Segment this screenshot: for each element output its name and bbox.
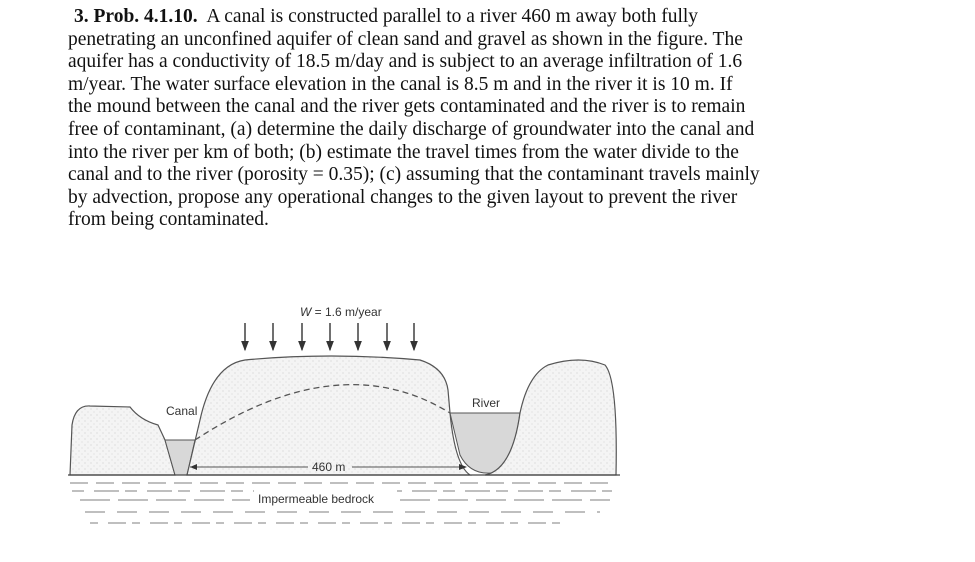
bedrock-label: Impermeable bedrock [258, 492, 375, 506]
problem-line: from being contaminated. [68, 209, 269, 231]
infiltration-label: W = 1.6 m/year [300, 305, 382, 319]
aquifer-mound [187, 356, 470, 475]
problem-line: free of contaminant, (a) determine the daily discharge of groundwater into the canal and [68, 118, 755, 140]
problem-ref: Prob. 4.1.10. [93, 6, 198, 27]
problem-line: penetrating an unconfined aquifer of clean sand and gravel as shown in the figure. The [68, 28, 743, 50]
distance-label: 460 m [312, 460, 346, 474]
problem-line: by advection, propose any operational changes to the given layout to prevent the river [68, 186, 738, 208]
problem-line: aquifer has a conductivity of 18.5 m/day and is subject to an average infiltration of 1.6 [68, 51, 743, 73]
problem-number: 3. [74, 6, 89, 27]
river-label: River [472, 396, 501, 410]
problem-line: into the river per km of both; (b) estimate the travel times from the water divide to the [68, 141, 739, 163]
problem-text: A canal is constructed parallel to a river 460 m away both fully [206, 6, 699, 27]
problem-line: m/year. The water surface elevation in the canal is 8.5 m and in the river it is 10 m. If [68, 73, 733, 95]
problem-line: the mound between the canal and the river gets contaminated and the river is to remain [68, 96, 746, 118]
left-bank [70, 406, 175, 475]
infiltration-arrows [245, 323, 414, 350]
canal-label: Canal [166, 404, 198, 418]
problem-line: canal and to the river (porosity = 0.35); (c) assuming that the contaminant travels mainly [68, 164, 760, 186]
